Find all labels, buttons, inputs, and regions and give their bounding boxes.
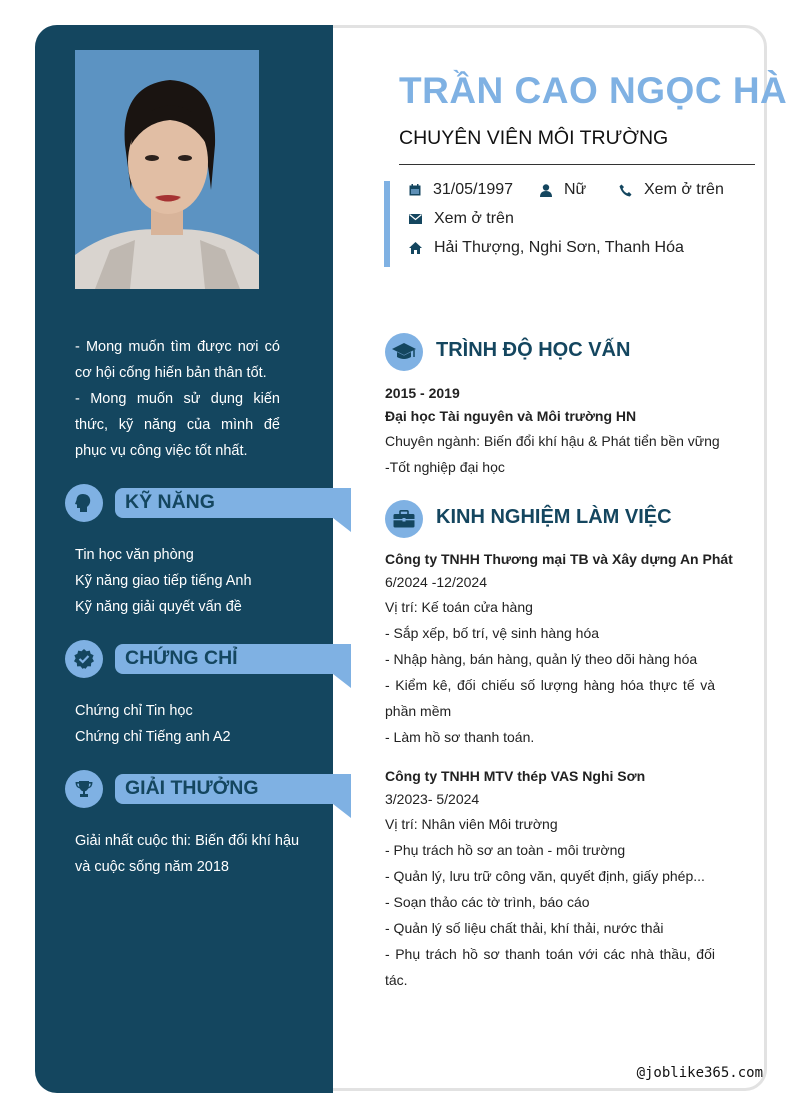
list-item: Chứng chỉ Tin học bbox=[75, 703, 193, 719]
email-value: Xem ở trên bbox=[434, 210, 514, 227]
ribbon-fold bbox=[333, 518, 351, 532]
contact-accent-bar bbox=[384, 181, 390, 267]
experience-job bbox=[385, 765, 715, 993]
job-company: Công ty TNHH MTV thép VAS Nghi Sơn bbox=[385, 768, 646, 784]
education-title: TRÌNH ĐỘ HỌC VẤN bbox=[436, 339, 631, 361]
education-note: -Tốt nghiệp đại học bbox=[385, 459, 505, 475]
job-line: - Nhập hàng, bán hàng, quản lý theo dõi hàng hóa bbox=[385, 651, 698, 667]
education-school: Đại học Tài nguyên và Môi trường HN bbox=[385, 408, 637, 424]
job-title: CHUYÊN VIÊN MÔI TRƯỜNG bbox=[399, 127, 669, 149]
job-line: - Quản lý số liệu chất thải, khí thải, nước thải bbox=[385, 920, 664, 936]
skills-list bbox=[75, 542, 320, 620]
job-period: 3/2023- 5/2024 bbox=[385, 791, 480, 807]
candidate-name: TRẦN CAO NGỌC HÀ bbox=[399, 70, 788, 111]
contact-address bbox=[409, 239, 684, 257]
home-icon bbox=[409, 242, 422, 254]
job-company: Công ty TNHH Thương mại TB và Xây dựng An Phát bbox=[385, 551, 733, 567]
graduation-cap-icon bbox=[385, 333, 423, 371]
skills-heading bbox=[65, 484, 351, 522]
certificates-heading bbox=[65, 640, 351, 678]
certificates-list bbox=[75, 698, 320, 750]
job-line: - Phụ trách hồ sơ an toàn - môi trường bbox=[385, 842, 626, 858]
list-item: Giải nhất cuộc thi: Biến đổi khí hậu và cuộc sống năm 2018 bbox=[75, 833, 300, 875]
list-item: Kỹ năng giao tiếp tiếng Anh bbox=[75, 573, 252, 589]
trophy-icon bbox=[65, 770, 103, 808]
education-block bbox=[385, 382, 720, 480]
skills-title: KỸ NĂNG bbox=[125, 491, 215, 513]
ribbon-fold bbox=[333, 674, 351, 688]
job-period: 6/2024 -12/2024 bbox=[385, 574, 487, 590]
user-icon bbox=[540, 184, 552, 197]
contact-gender bbox=[540, 181, 586, 199]
gender-value: Nữ bbox=[564, 181, 587, 198]
briefcase-icon bbox=[385, 500, 423, 538]
education-period: 2015 - 2019 bbox=[385, 385, 460, 401]
brain-icon bbox=[65, 484, 103, 522]
list-item: Kỹ năng giải quyết vấn đề bbox=[75, 599, 242, 615]
dob-value: 31/05/1997 bbox=[433, 181, 514, 198]
phone-icon bbox=[619, 184, 632, 197]
job-line: - Làm hồ sơ thanh toán. bbox=[385, 729, 535, 745]
education-major: Chuyên ngành: Biến đổi khí hậu & Phát tiển bền vững bbox=[385, 433, 720, 449]
experience-title: KINH NGHIỆM LÀM VIỆC bbox=[436, 506, 672, 528]
contact-phone bbox=[619, 181, 724, 199]
job-line: - Sắp xếp, bố trí, vệ sinh hàng hóa bbox=[385, 625, 600, 641]
career-objective bbox=[75, 334, 280, 464]
divider bbox=[399, 164, 755, 165]
address-value: Hải Thượng, Nghi Sơn, Thanh Hóa bbox=[434, 239, 684, 256]
job-line: Vị trí: Nhân viên Môi trường bbox=[385, 816, 558, 832]
contact-email bbox=[409, 210, 514, 228]
list-item: Tin học văn phòng bbox=[75, 547, 194, 563]
certificates-title: CHỨNG CHỈ bbox=[125, 647, 238, 669]
portrait-image bbox=[75, 50, 259, 289]
job-line: - Soạn thảo các tờ trình, báo cáo bbox=[385, 894, 590, 910]
job-line: - Quản lý, lưu trữ công văn, quyết định, giấy phép... bbox=[385, 868, 705, 884]
awards-list bbox=[75, 828, 315, 880]
job-line: - Phụ trách hồ sơ thanh toán với các nhà thầu, đối tác. bbox=[385, 946, 715, 988]
job-line: - Kiểm kê, đối chiếu số lượng hàng hóa thực tế và phần mềm bbox=[385, 677, 715, 719]
calendar-icon bbox=[409, 184, 421, 196]
watermark: @joblike365.com bbox=[636, 1065, 763, 1081]
objective-line: - Mong muốn sử dụng kiến thức, kỹ năng của mình để phục vụ công việc tốt nhất. bbox=[75, 391, 280, 459]
contact-dob bbox=[409, 181, 513, 199]
phone-value: Xem ở trên bbox=[644, 181, 724, 198]
ribbon-fold bbox=[333, 804, 351, 818]
experience-job bbox=[385, 548, 733, 750]
awards-title: GIẢI THƯỞNG bbox=[125, 777, 259, 799]
verified-badge-icon bbox=[65, 640, 103, 678]
job-line: Vị trí: Kế toán cửa hàng bbox=[385, 599, 533, 615]
awards-heading bbox=[65, 770, 351, 808]
mail-icon bbox=[409, 214, 422, 224]
list-item: Chứng chỉ Tiếng anh A2 bbox=[75, 729, 231, 745]
profile-photo bbox=[75, 50, 259, 289]
objective-line: - Mong muốn tìm được nơi có cơ hội cống hiến bản thân tốt. bbox=[75, 339, 280, 381]
